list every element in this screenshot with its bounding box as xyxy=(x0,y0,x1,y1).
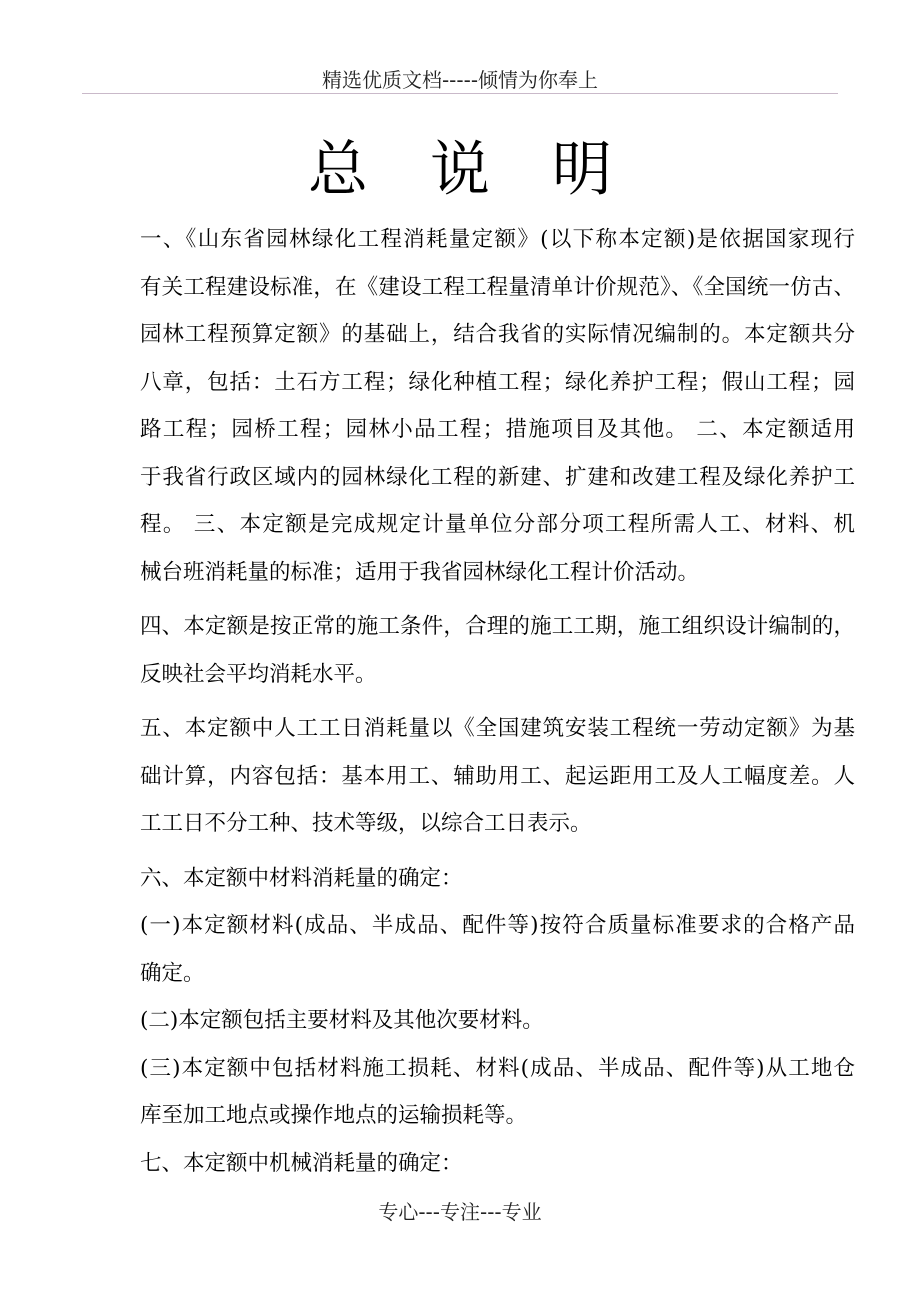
text-line: 六、本定额中材料消耗量的确定： xyxy=(140,865,463,891)
text-line: 四、本定额是按正常的施工条件，合理的施工工期，施工组织设计编制的， xyxy=(140,614,855,639)
page-header: 精选优质文档-----倾情为你奉上 xyxy=(321,68,599,92)
text-line: 七、本定额中机械消耗量的确定： xyxy=(140,1150,463,1176)
text-line: 础计算，内容包括：基本用工、辅助用工、起运距用工及人工幅度差。人 xyxy=(140,763,855,789)
text-line: (二)本定额包括主要材料及其他次要材料。 xyxy=(140,1008,544,1033)
text-line: 库至加工地点或操作地点的运输损耗等。 xyxy=(140,1103,528,1128)
text-line: 有关工程建设标准，在《建设工程工程量清单计价规范》、《全国统一仿古、 xyxy=(140,274,855,300)
text-line: 八章，包括：土石方工程；绿化种植工程；绿化养护工程；假山工程；园 xyxy=(140,369,855,395)
text-line: 反映社会平均消耗水平。 xyxy=(140,661,377,687)
document-body xyxy=(140,216,855,1187)
text-line: 一、《山东省园林绿化工程消耗量定额》(以下称本定额)是依据国家现行 xyxy=(140,227,855,252)
text-line: 程。 三、本定额是完成规定计量单位分部分项工程所需人工、材料、机 xyxy=(140,512,855,537)
header-divider xyxy=(82,93,838,94)
text-line: (一)本定额材料(成品、半成品、配件等)按符合质量标准要求的合格产品 xyxy=(140,913,855,938)
text-line: 五、本定额中人工工日消耗量以《全国建筑安装工程统一劳动定额》为基 xyxy=(140,716,855,741)
text-line: (三)本定额中包括材料施工损耗、材料(成品、半成品、配件等)从工地仓 xyxy=(140,1055,855,1081)
text-line: 工工日不分工种、技术等级，以综合工日表示。 xyxy=(140,811,592,836)
text-line: 确定。 xyxy=(140,960,205,986)
page-title: 总说明 xyxy=(308,135,674,205)
text-line: 械台班消耗量的标准；适用于我省园林绿化工程计价活动。 xyxy=(140,559,700,585)
text-line: 路工程；园桥工程；园林小品工程；措施项目及其他。 二、本定额适用 xyxy=(140,417,855,442)
text-line: 园林工程预算定额》的基础上，结合我省的实际情况编制的。本定额共分 xyxy=(140,322,855,347)
page-footer: 专心---专注---专业 xyxy=(378,1200,542,1224)
text-line: 于我省行政区域内的园林绿化工程的新建、扩建和改建工程及绿化养护工 xyxy=(140,464,855,490)
